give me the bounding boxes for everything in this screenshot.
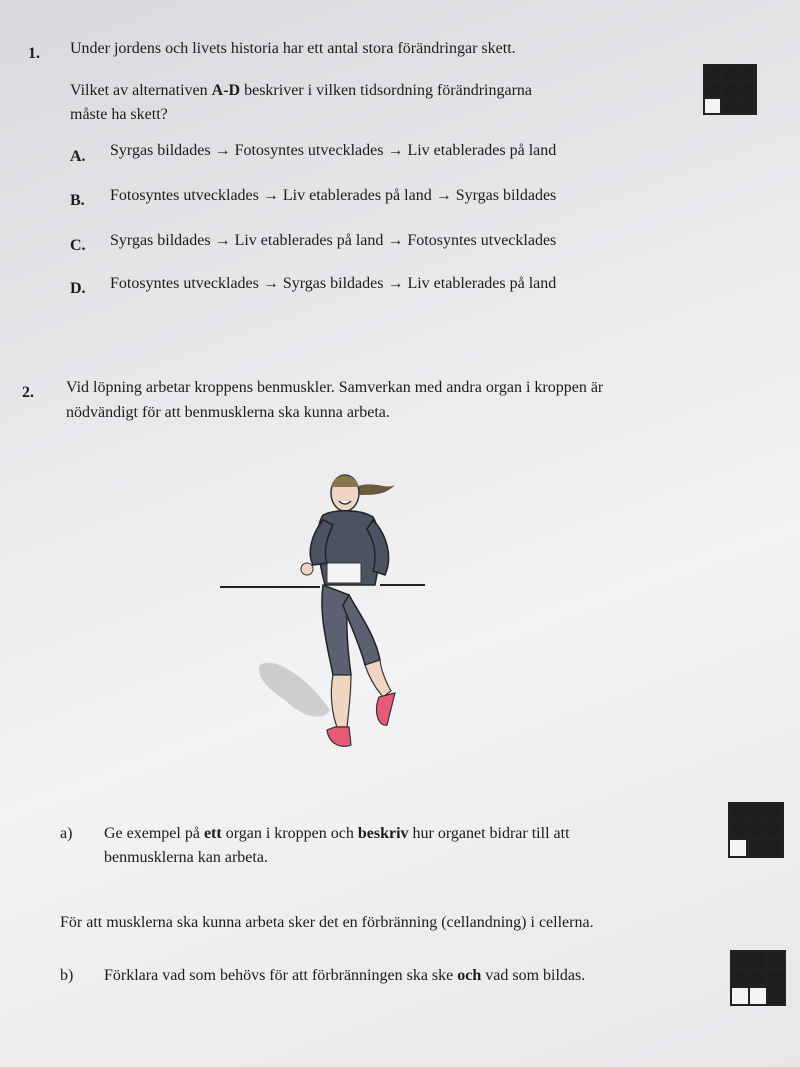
subquestion-b-label: b) (60, 967, 74, 984)
runner-shadow (259, 663, 330, 717)
prompt-text: Vilket av alternativen (70, 82, 212, 99)
prompt-bold: A-D (211, 82, 241, 99)
statement-text: För att musklerna ska kunna arbeta sker det en förbränning (cellandning) i cellerna. (60, 914, 594, 931)
runner-illustration (215, 465, 425, 755)
a-bold-ett: ett (203, 825, 222, 842)
subquestion-b-text (104, 965, 585, 987)
prompt-text-end: beskriver i vilken tidsordning förändringarna (240, 82, 533, 99)
a-bold-beskriv: beskriv (357, 825, 409, 842)
b-bold-och: och (457, 967, 482, 984)
a-text-mid: organ i kroppen och (221, 825, 358, 842)
runner-hair (331, 476, 359, 487)
ponytail (355, 484, 395, 495)
a-text-start: Ge exempel på (104, 825, 204, 842)
question-1-intro: Under jordens och livets historia har ett antal stora förändringar skett. (70, 40, 516, 57)
option-d-text: Fotosyntes utvecklades → Syrgas bildades → Liv etablerades på land (110, 275, 557, 292)
running-shoe-left (327, 727, 351, 746)
score-grid-2b (730, 950, 786, 1006)
subquestion-a-label: a) (60, 825, 73, 842)
question-1-prompt-line2: måste ha skett? (70, 106, 168, 123)
option-b-letter: B. (70, 192, 85, 209)
subquestion-a-line2: benmusklerna kan arbeta. (104, 849, 268, 866)
score-grid-2a (728, 802, 784, 858)
option-c-letter: C. (70, 237, 86, 254)
question-1-prompt (70, 80, 532, 102)
subquestion-a-text (104, 823, 570, 845)
option-a-letter: A. (70, 148, 86, 165)
running-shoe-right (377, 693, 395, 725)
question-2-line1: Vid löpning arbetar kroppens benmuskler. Samverkan med andra organ i kroppen är (66, 379, 604, 396)
question-1-number: 1. (28, 45, 40, 62)
option-a-text: Syrgas bildades → Fotosyntes utvecklades → Liv etablerades på land (110, 142, 557, 159)
b-text-start: Förklara vad som behövs för att förbränningen ska ske (104, 967, 458, 984)
question-2-line2: nödvändigt för att benmusklerna ska kunna arbeta. (66, 404, 390, 421)
score-grid-q1 (703, 64, 757, 115)
option-b-text: Fotosyntes utvecklades → Liv etablerades på land → Syrgas bildades (110, 187, 557, 204)
race-bib (327, 563, 361, 583)
a-text-end: hur organet bidrar till att (408, 825, 570, 842)
b-text-end: vad som bildas. (481, 967, 586, 984)
option-c-text: Syrgas bildades → Liv etablerades på land → Fotosyntes utvecklades (110, 232, 557, 249)
question-2-number: 2. (22, 384, 34, 401)
option-d-letter: D. (70, 280, 86, 297)
